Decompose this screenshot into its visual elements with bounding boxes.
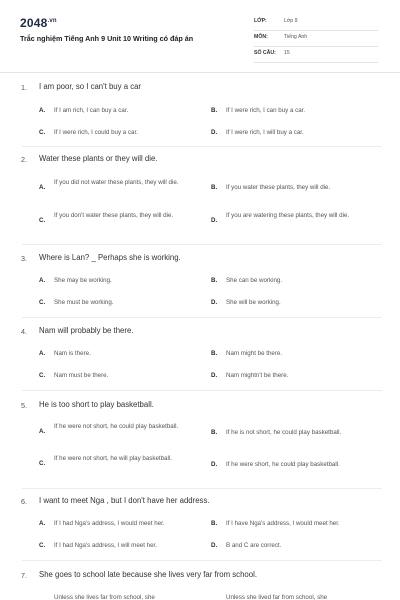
page-title: Trắc nghiệm Tiếng Anh 9 Unit 10 Writing có đáp án bbox=[20, 34, 194, 43]
question-divider bbox=[22, 560, 382, 561]
question-stem: She goes to school late because she lives very far from school. bbox=[39, 570, 257, 579]
meta-question-count: SỐ CÂU: 15 bbox=[254, 47, 378, 63]
question-stem: He is too short to play basketball. bbox=[39, 400, 154, 409]
question-number: 3. bbox=[21, 254, 27, 263]
question-divider bbox=[22, 244, 382, 245]
document-header bbox=[0, 0, 400, 72]
header-divider bbox=[0, 72, 400, 73]
question-stem: I want to meet Nga , but I don't have her address. bbox=[39, 496, 210, 505]
question-number: 2. bbox=[21, 155, 27, 164]
question-stem: I am poor, so I can't buy a car bbox=[39, 82, 142, 91]
question-number: 7. bbox=[21, 571, 27, 580]
question-stem: Nam will probably be there. bbox=[39, 326, 134, 335]
question-divider bbox=[22, 146, 382, 147]
question-divider bbox=[22, 390, 382, 391]
question-stem: Where is Lan? _ Perhaps she is working. bbox=[39, 253, 181, 262]
question-number: 6. bbox=[21, 497, 27, 506]
meta-subject: MÔN: Tiếng Anh bbox=[254, 31, 378, 47]
question-divider bbox=[22, 317, 382, 318]
site-logo[interactable]: $2048^{.vn}$ bbox=[20, 16, 57, 30]
question-stem: Water these plants or they will die. bbox=[39, 154, 158, 163]
question-number: 4. bbox=[21, 327, 27, 336]
question-number: 5. bbox=[21, 401, 27, 410]
question-number: 1. bbox=[21, 83, 27, 92]
meta-class: LỚP: Lớp 9 bbox=[254, 15, 378, 31]
question-divider bbox=[22, 488, 382, 489]
